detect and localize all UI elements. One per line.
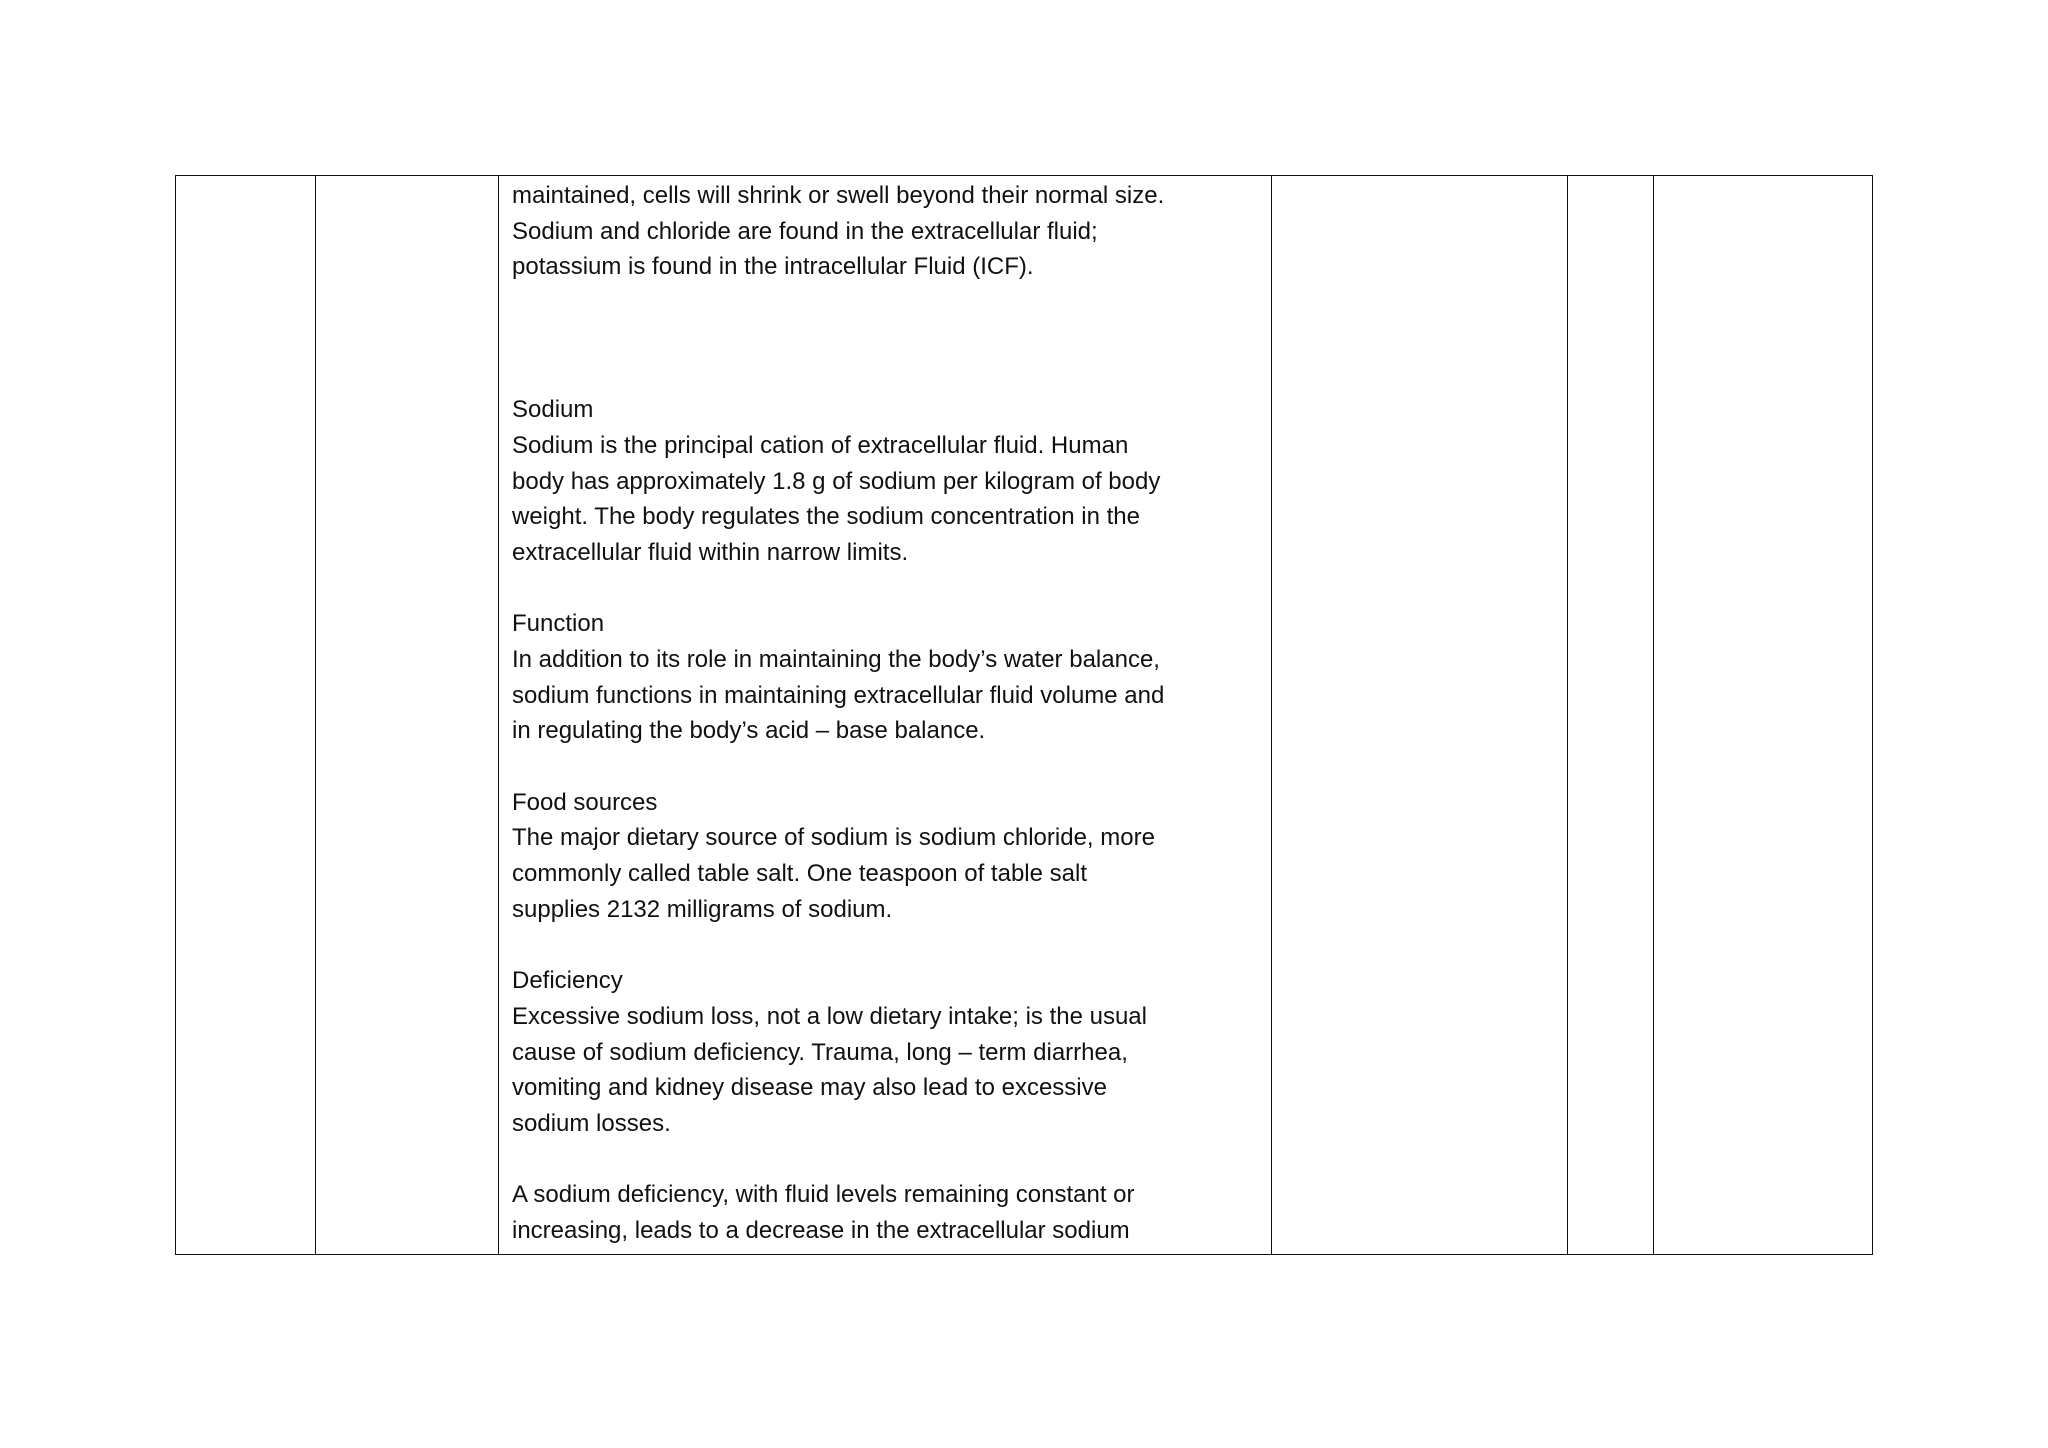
section-heading: Food sources xyxy=(512,788,658,816)
text-line: The major dietary source of sodium is sodium chloride, more xyxy=(512,824,1155,852)
text-line: in regulating the body’s acid – base balance. xyxy=(512,717,986,745)
text-line: cause of sodium deficiency. Trauma, long – term diarrhea, xyxy=(512,1038,1128,1066)
text-line: weight. The body regulates the sodium concentration in the xyxy=(512,503,1140,531)
column-divider xyxy=(1653,176,1654,1254)
column-divider xyxy=(1567,176,1568,1254)
text-line: Sodium and chloride are found in the extracellular fluid; xyxy=(512,217,1098,245)
blank-line xyxy=(512,1142,1272,1178)
blank-line xyxy=(512,285,1272,321)
column-divider xyxy=(315,176,316,1254)
text-line: A sodium deficiency, with fluid levels remaining constant or xyxy=(512,1181,1135,1209)
text-line: vomiting and kidney disease may also lead to excessive xyxy=(512,1074,1107,1102)
blank-line xyxy=(512,321,1272,357)
text-line: maintained, cells will shrink or swell beyond their normal size. xyxy=(512,182,1165,209)
text-line: In addition to its role in maintaining the body’s water balance, xyxy=(512,645,1160,673)
section-heading: Sodium xyxy=(512,396,594,424)
text-line: Sodium is the principal cation of extracellular fluid. Human xyxy=(512,431,1129,459)
text-line: increasing, leads to a decrease in the extracellular sodium xyxy=(512,1216,1130,1244)
text-line: potassium is found in the intracellular Fluid (ICF). xyxy=(512,253,1034,281)
text-line: Excessive sodium loss, not a low dietary intake; is the usual xyxy=(512,1002,1147,1030)
blank-line xyxy=(512,927,1272,963)
blank-line xyxy=(512,571,1272,607)
text-line: body has approximately 1.8 g of sodium per kilogram of body xyxy=(512,467,1161,495)
text-line: sodium functions in maintaining extracellular fluid volume and xyxy=(512,681,1165,709)
blank-line xyxy=(512,749,1272,785)
column-divider xyxy=(498,176,499,1254)
content-cell-text xyxy=(512,178,1272,1249)
text-line: commonly called table salt. One teaspoon of table salt xyxy=(512,860,1087,888)
document-table xyxy=(175,175,1873,1255)
text-line: sodium losses. xyxy=(512,1109,671,1137)
text-line: extracellular fluid within narrow limits. xyxy=(512,538,909,566)
section-heading: Deficiency xyxy=(512,967,623,995)
section-heading: Function xyxy=(512,610,605,638)
blank-line xyxy=(512,356,1272,392)
text-line: supplies 2132 milligrams of sodium. xyxy=(512,895,893,923)
